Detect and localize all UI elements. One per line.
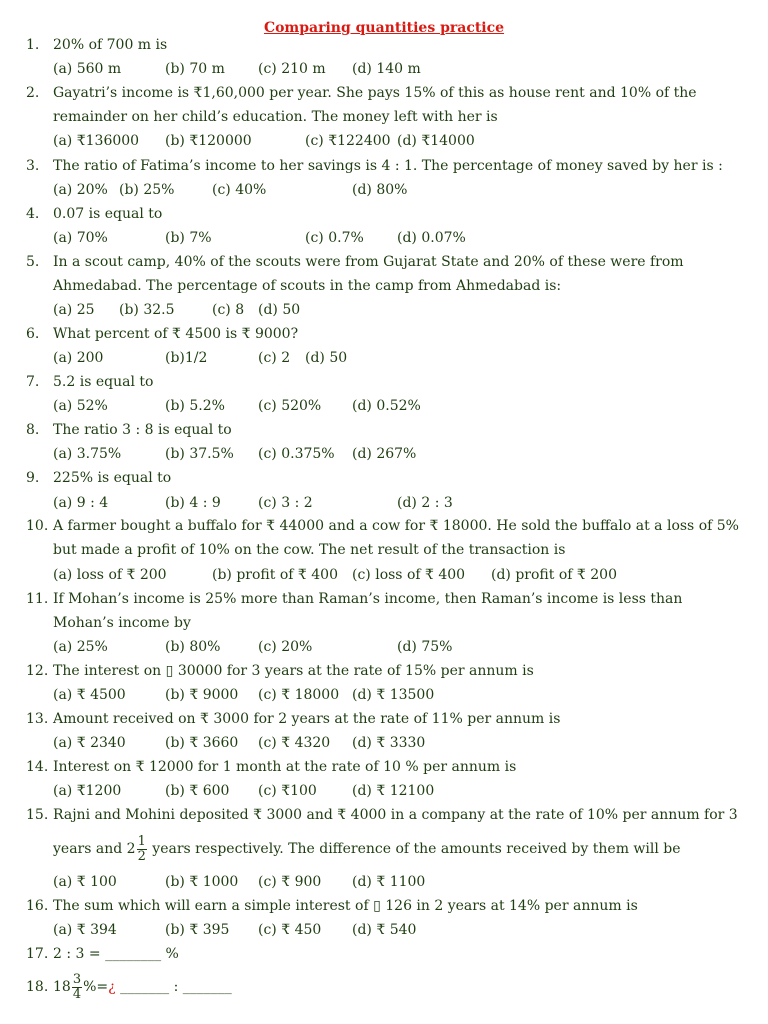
option-a: (a) ₹ 2340 — [53, 735, 126, 751]
option-b: (b) 80% — [165, 639, 221, 655]
question-number: 16. — [26, 898, 49, 914]
question-text: 2 : 3 = ________ % — [53, 946, 179, 962]
option-d: (d) ₹ 540 — [352, 922, 417, 938]
option-c: (c) 40% — [212, 182, 267, 198]
option-c: (c) 20% — [258, 639, 313, 655]
question-text-continued: remainder on her child’s education. The money left with her is — [53, 109, 498, 125]
option-b: (b) 25% — [119, 182, 175, 198]
option-a: (a) ₹ 394 — [53, 922, 117, 938]
question-text: 225% is equal to — [53, 470, 172, 486]
option-d: (d) 75% — [397, 639, 453, 655]
option-d: (d) ₹ 12100 — [352, 783, 435, 799]
question-text: 5.2 is equal to — [53, 374, 154, 390]
question-text: In a scout camp, 40% of the scouts were from Gujarat State and 20% of these were from — [53, 254, 684, 270]
option-a: (a) 200 — [53, 350, 104, 366]
question-text: Interest on ₹ 12000 for 1 month at the rate of 10 % per annum is — [53, 759, 517, 775]
option-d: (d) 0.52% — [352, 398, 421, 414]
option-b: (b) ₹120000 — [165, 133, 252, 149]
question-text: The ratio of Fatima’s income to her savings is 4 : 1. The percentage of money saved by her is : — [53, 158, 723, 174]
option-b: (b) ₹ 1000 — [165, 874, 239, 890]
question-text-continued: Mohan’s income by — [53, 615, 191, 631]
question-number: 10. — [26, 518, 49, 534]
option-d: (d) ₹ 13500 — [352, 687, 435, 703]
question-text: The sum which will earn a simple interest of ▯ 126 in 2 years at 14% per annum is — [53, 898, 638, 914]
option-c: (c) ₹ 900 — [258, 874, 322, 890]
option-d: (d) 80% — [352, 182, 408, 198]
option-c: (c) 0.375% — [258, 446, 335, 462]
option-b: (b) 5.2% — [165, 398, 225, 414]
option-b: (b) 32.5 — [119, 302, 175, 318]
option-b: (b) ₹ 600 — [165, 783, 230, 799]
option-d: (d) 50 — [258, 302, 301, 318]
option-a: (a) ₹ 100 — [53, 874, 117, 890]
option-b: (b) profit of ₹ 400 — [212, 567, 338, 583]
question-text: Amount received on ₹ 3000 for 2 years at the rate of 11% per annum is — [53, 711, 561, 727]
question-number: 17. — [26, 946, 49, 962]
fraction: $\frac{3}{4}$ — [72, 971, 82, 1002]
option-b: (b) 7% — [165, 230, 212, 246]
question-number: 15. — [26, 807, 49, 823]
error-glyph: ¿ — [108, 979, 116, 995]
option-c: (c) ₹ 4320 — [258, 735, 331, 751]
option-c: (c) ₹100 — [258, 783, 317, 799]
question-text: 0.07 is equal to — [53, 206, 163, 222]
option-b: (b) 4 : 9 — [165, 495, 221, 511]
question-text-continued: years and 2 $\frac{1}{2}$ years respectively. The difference of the amounts received by them will be — [53, 833, 681, 864]
option-c: (c) 0.7% — [305, 230, 364, 246]
option-c: (c) 3 : 2 — [258, 495, 313, 511]
option-c: (c) 520% — [258, 398, 322, 414]
question-text-continued: but made a profit of 10% on the cow. The net result of the transaction is — [53, 542, 566, 558]
option-c: (c) 2 — [258, 350, 291, 366]
option-b: (b)1/2 — [165, 350, 208, 366]
option-c: (c) ₹122400 — [305, 133, 391, 149]
question-number: 4. — [26, 206, 40, 222]
option-a: (a) ₹ 4500 — [53, 687, 126, 703]
question-number: 9. — [26, 470, 40, 486]
option-b: (b) 37.5% — [165, 446, 234, 462]
option-b: (b) 70 m — [165, 61, 225, 77]
option-c: (c) 8 — [212, 302, 245, 318]
question-number: 1. — [26, 37, 40, 53]
option-d: (d) 50 — [305, 350, 348, 366]
option-c: (c) ₹ 450 — [258, 922, 322, 938]
option-d: (d) 0.07% — [397, 230, 466, 246]
option-c: (c) ₹ 18000 — [258, 687, 340, 703]
option-a: (a) 9 : 4 — [53, 495, 109, 511]
question-text: A farmer bought a buffalo for ₹ 44000 and a cow for ₹ 18000. He sold the buffalo at a loss of 5% — [53, 518, 739, 534]
option-d: (d) ₹14000 — [397, 133, 475, 149]
question-number: 13. — [26, 711, 49, 727]
option-a: (a) loss of ₹ 200 — [53, 567, 167, 583]
option-a: (a) 25 — [53, 302, 95, 318]
option-d: (d) 2 : 3 — [397, 495, 453, 511]
question-number: 11. — [26, 591, 49, 607]
option-b: (b) ₹ 395 — [165, 922, 230, 938]
question-number: 18. — [26, 979, 49, 995]
option-a: (a) 25% — [53, 639, 108, 655]
option-a: (a) ₹136000 — [53, 133, 140, 149]
question-number: 2. — [26, 85, 40, 101]
question-number: 6. — [26, 326, 40, 342]
question-text: If Mohan’s income is 25% more than Raman’s income, then Raman’s income is less than — [53, 591, 683, 607]
question-number: 14. — [26, 759, 49, 775]
option-c: (c) loss of ₹ 400 — [352, 567, 466, 583]
option-d: (d) ₹ 1100 — [352, 874, 426, 890]
question-text: What percent of ₹ 4500 is ₹ 9000? — [53, 326, 299, 342]
option-a: (a) 52% — [53, 398, 108, 414]
page-title: Comparing quantities practice — [263, 20, 505, 36]
question-number: 5. — [26, 254, 40, 270]
question-number: 8. — [26, 422, 40, 438]
option-d: (d) 140 m — [352, 61, 421, 77]
option-d: (d) profit of ₹ 200 — [491, 567, 617, 583]
option-d: (d) 267% — [352, 446, 417, 462]
question-text: 20% of 700 m is — [53, 37, 168, 53]
option-c: (c) 210 m — [258, 61, 326, 77]
question-text: The interest on ▯ 30000 for 3 years at the rate of 15% per annum is — [53, 663, 534, 679]
question-text: Rajni and Mohini deposited ₹ 3000 and ₹ 4000 in a company at the rate of 10% per annum for 3 — [53, 807, 738, 823]
option-a: (a) 3.75% — [53, 446, 122, 462]
question-text-continued: Ahmedabad. The percentage of scouts in the camp from Ahmedabad is: — [53, 278, 562, 294]
question-text: Gayatri’s income is ₹1,60,000 per year. She pays 15% of this as house rent and 10% of the — [53, 85, 697, 101]
fraction: $\frac{1}{2}$ — [137, 833, 146, 864]
option-a: (a) 560 m — [53, 61, 122, 77]
question-text: The ratio 3 : 8 is equal to — [53, 422, 232, 438]
option-d: (d) ₹ 3330 — [352, 735, 426, 751]
option-b: (b) ₹ 9000 — [165, 687, 239, 703]
question-number: 3. — [26, 158, 40, 174]
question-text: 18 $\frac{3}{4}$ %=¿ _______ : _______ — [53, 971, 232, 1002]
option-a: (a) 20% — [53, 182, 108, 198]
missing-glyph: ▯ — [373, 898, 381, 914]
missing-glyph: ▯ — [165, 663, 174, 679]
option-a: (a) ₹1200 — [53, 783, 122, 799]
option-a: (a) 70% — [53, 230, 108, 246]
question-number: 7. — [26, 374, 40, 390]
question-number: 12. — [26, 663, 49, 679]
option-b: (b) ₹ 3660 — [165, 735, 239, 751]
